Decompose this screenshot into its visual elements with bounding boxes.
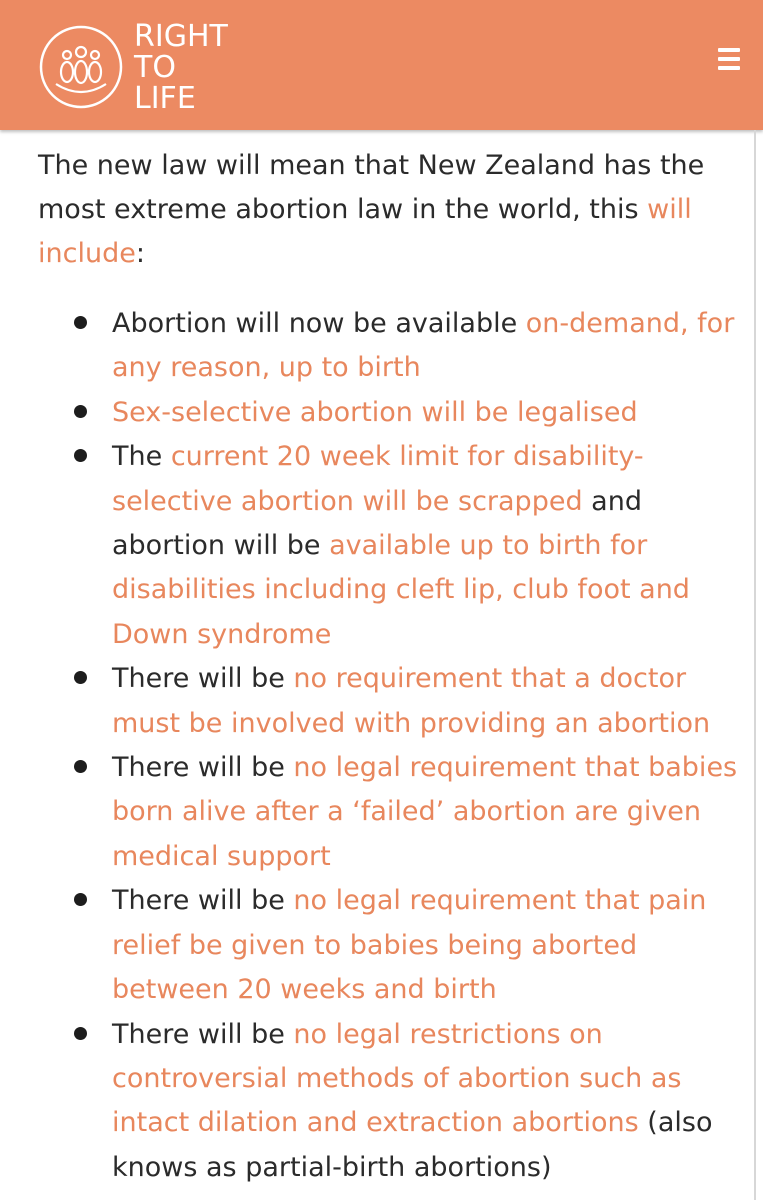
item-link[interactable]: no requirement that a doctor must be involved with providing an abortion (112, 663, 711, 739)
bullet-icon (74, 671, 87, 684)
page-edge-divider (754, 130, 756, 1200)
bullet-icon (74, 316, 87, 329)
list-item (38, 302, 738, 391)
list-item (38, 657, 738, 746)
logo-line: RIGHT (134, 18, 228, 54)
people-circle-logo-icon (36, 22, 126, 112)
intro-text: The new law will mean that New Zealand has the most extreme abortion law in the world, this (38, 150, 705, 225)
law-facts-list (38, 302, 738, 1190)
intro-paragraph (38, 144, 738, 276)
article-body (38, 144, 738, 1190)
item-link[interactable]: no legal requirement that pain relief be given to babies being aborted between 20 weeks and birth (112, 885, 707, 1006)
item-text: There will be (112, 663, 294, 695)
bullet-icon (74, 1027, 87, 1040)
item-link[interactable]: no legal requirement that babies born alive after a ‘failed’ abortion are given medical support (112, 752, 738, 872)
bullet-icon (74, 405, 87, 418)
item-text: (also knows as partial-birth abortions) (112, 1107, 713, 1183)
site-header (0, 0, 763, 130)
item-link[interactable]: available up to birth for disabilities including cleft lip, club foot and Down syndrome (112, 530, 690, 650)
logo-line: TO (134, 49, 176, 85)
list-item (38, 746, 738, 879)
item-text: There will be (112, 752, 294, 784)
list-item (38, 435, 738, 657)
item-link[interactable]: Sex-selective abortion will be legalised (112, 396, 638, 428)
hamburger-menu-icon[interactable] (714, 44, 744, 74)
item-text: The (112, 441, 171, 473)
bullet-icon (74, 449, 87, 462)
item-text: Abortion will now be available (112, 308, 526, 339)
bullet-icon (74, 760, 87, 773)
logo-text (134, 18, 228, 116)
logo-line: LIFE (134, 80, 196, 116)
item-link[interactable]: no legal restrictions on controversial methods of abortion such as intact dilation and extraction abortions (112, 1018, 682, 1139)
list-item (38, 1013, 738, 1191)
item-text: There will be (112, 1018, 294, 1050)
intro-link[interactable]: will include (38, 194, 692, 269)
right-to-life-logo[interactable] (36, 18, 228, 116)
intro-text-end: : (135, 238, 145, 269)
list-item (38, 391, 738, 435)
list-item (38, 879, 738, 1012)
item-link[interactable]: current 20 week limit for disability-selective abortion will be scrapped (112, 441, 644, 517)
item-text: and abortion will be (112, 485, 642, 562)
item-link[interactable]: on-demand, for any reason, up to birth (112, 308, 735, 384)
item-text: There will be (112, 885, 294, 917)
bullet-icon (74, 893, 87, 906)
